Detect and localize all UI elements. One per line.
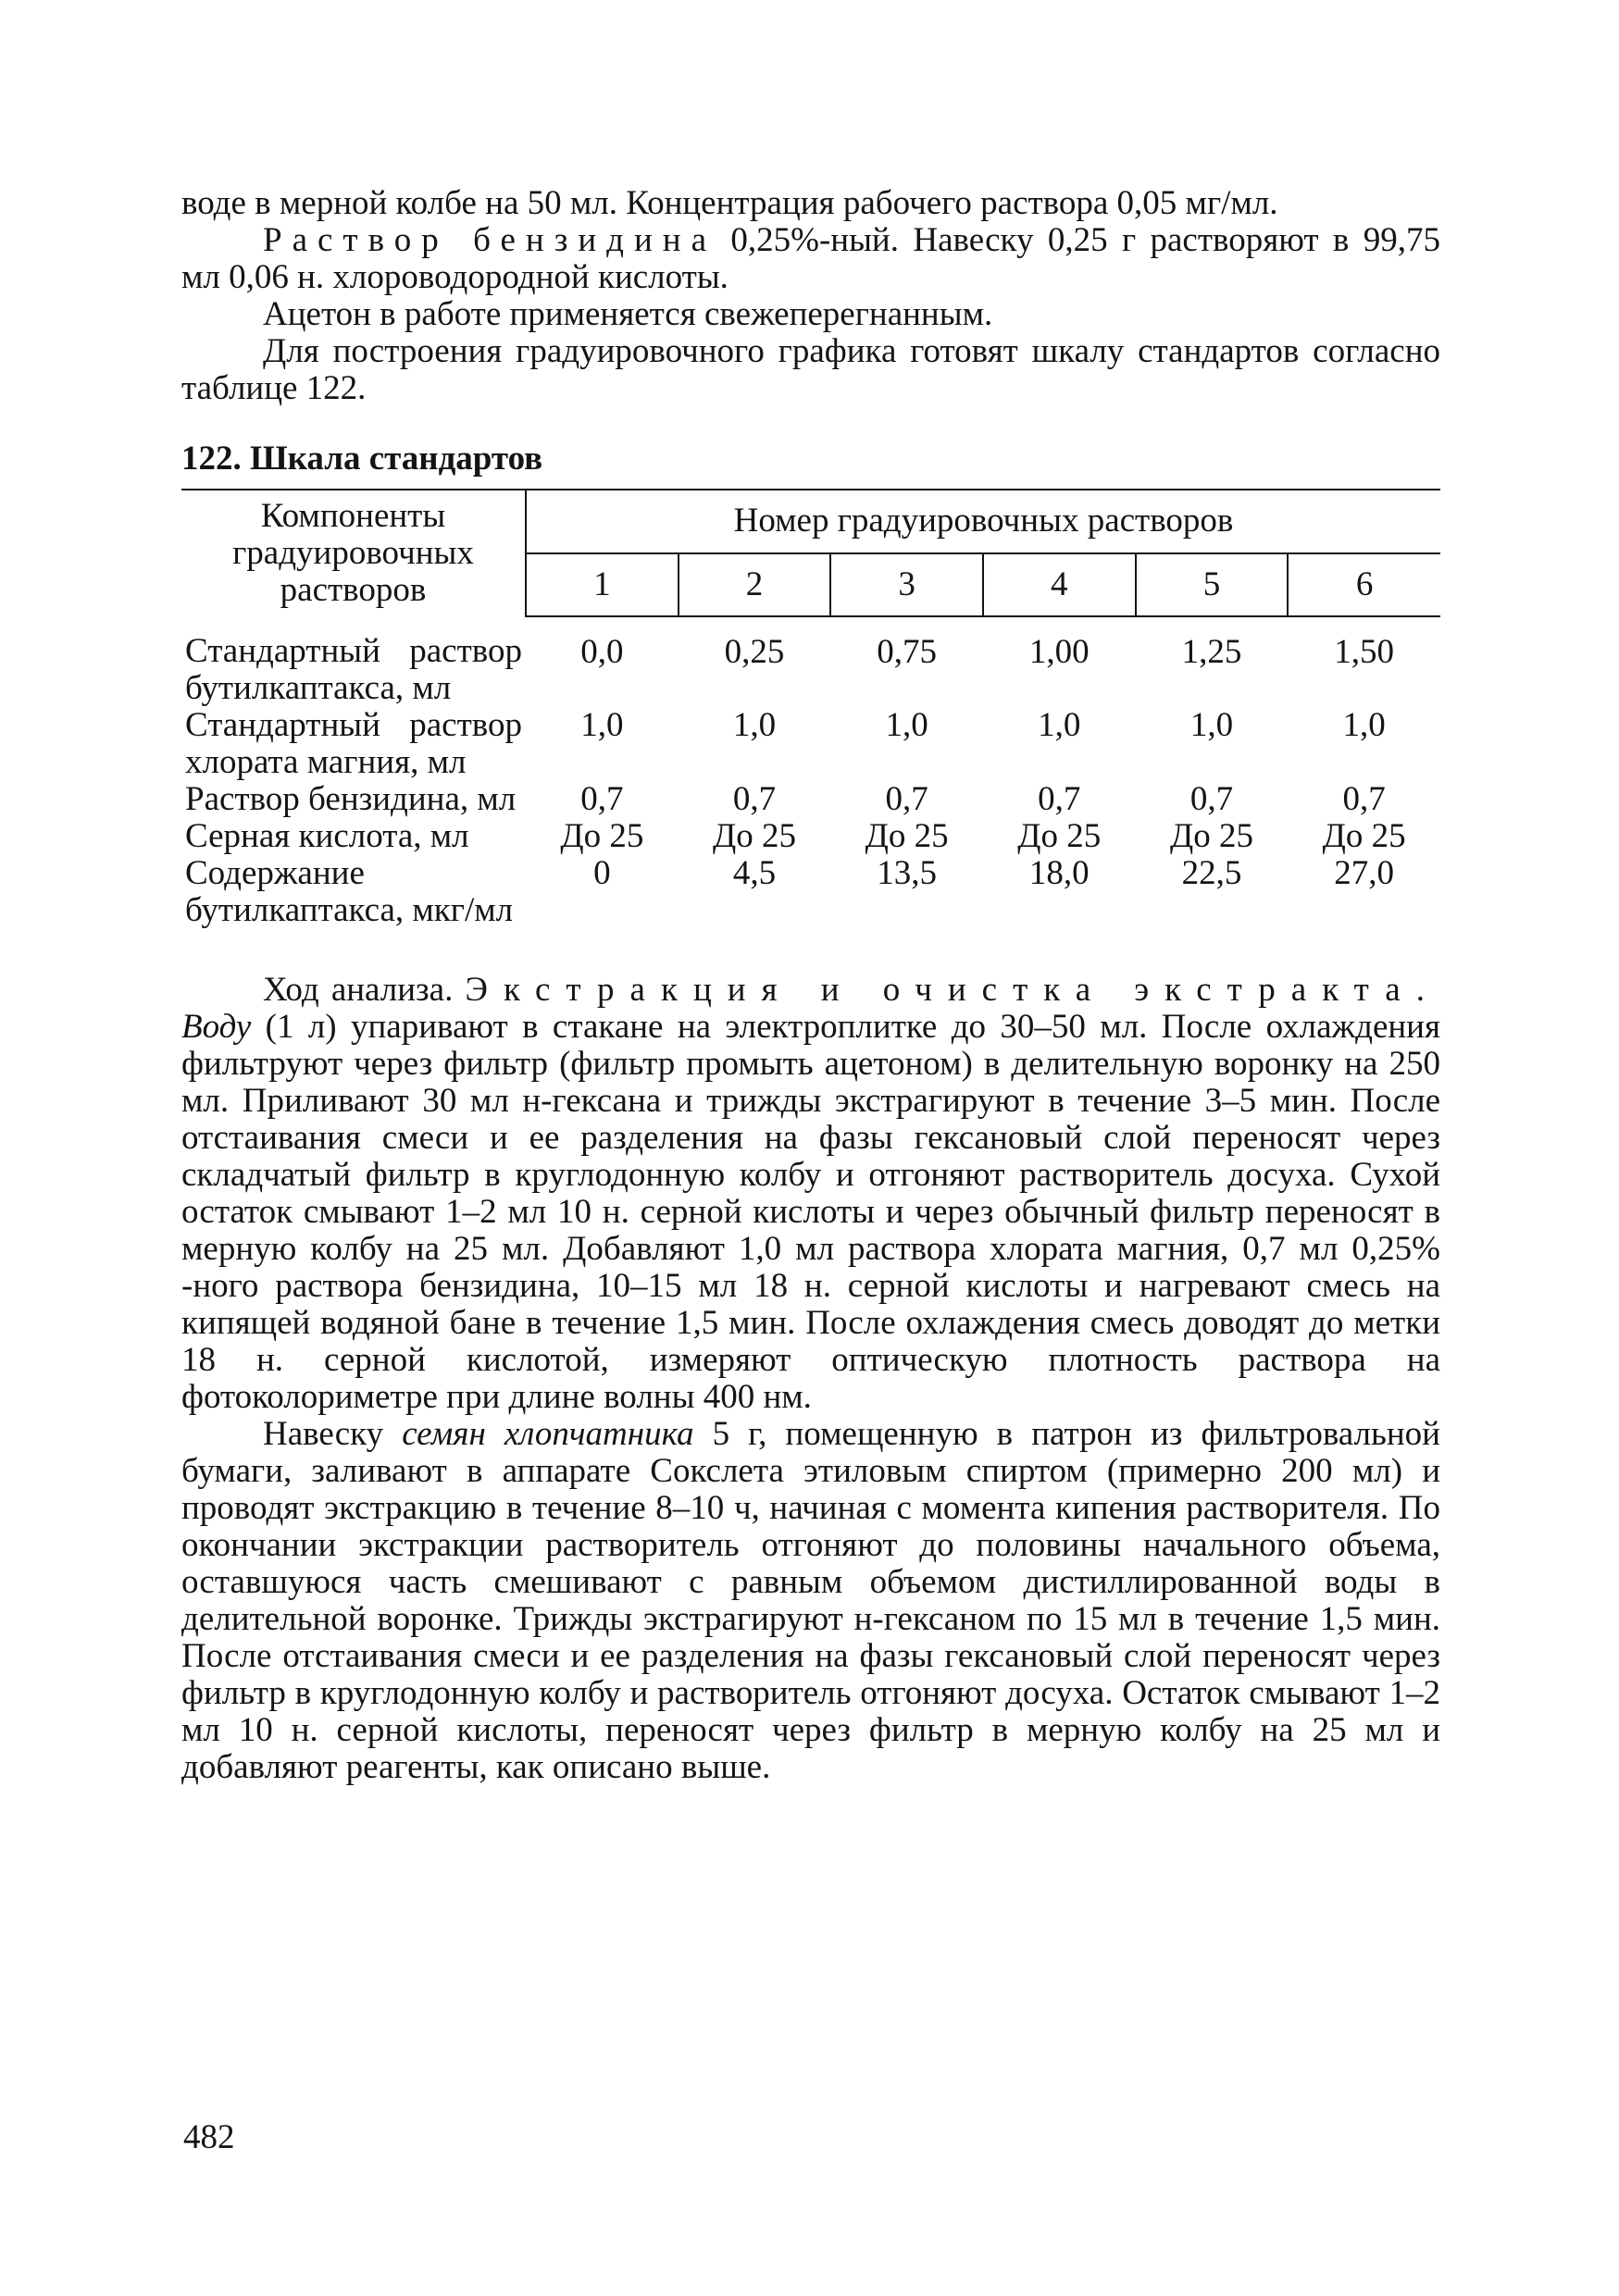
water-term: Воду	[181, 1008, 252, 1046]
header-solution-numbers: Номер градуировочных растворов	[526, 490, 1440, 553]
table-cell: До 25	[1322, 817, 1406, 855]
column-number: 1	[526, 553, 679, 617]
table-cell: До 25	[560, 817, 644, 855]
table-cell: До 25	[1017, 817, 1102, 855]
row-label: Стандартный раствор бутилкаптакса, мл	[185, 632, 522, 707]
row-label: Раствор бензидина, мл	[185, 780, 517, 818]
table-row	[181, 855, 1440, 937]
table-cell: 0,7	[1038, 780, 1081, 818]
extraction-heading: Экстракция и очистка экстракта.	[465, 971, 1440, 1009]
table-cell: 0,75	[877, 633, 938, 671]
row-label: Содержание бутилкаптакса, мкг/мл	[185, 854, 514, 929]
table-row	[181, 616, 1440, 707]
table-cell: 22,5	[1181, 854, 1242, 892]
intro-paragraph-2	[181, 222, 1440, 296]
table-cell: 0,0	[580, 633, 624, 671]
table-cell: До 25	[1169, 817, 1253, 855]
table-cell: 27,0	[1334, 854, 1395, 892]
intro-paragraph-3: Ацетон в работе применяется свежеперегнанным.	[263, 295, 993, 333]
table-cell: 1,0	[1038, 706, 1081, 744]
table-cell: 1,0	[580, 706, 624, 744]
row-label: Серная кислота, мл	[185, 817, 469, 855]
table-cell: 1,0	[1342, 706, 1386, 744]
table-cell: 1,0	[1189, 706, 1234, 744]
analysis-paragraph-2	[181, 1416, 1440, 1786]
analysis-heading: Ход анализа.	[263, 971, 466, 1009]
table-cell: 1,00	[1028, 633, 1090, 671]
column-number: 4	[983, 553, 1136, 617]
header-components: Компоненты градуировочных растворов	[181, 490, 526, 616]
table-cell: 18,0	[1028, 854, 1090, 892]
page-content	[181, 185, 1440, 1786]
water-procedure-text: (1 л) упаривают в стакане на электроплитке до 30–50 мл. После охлаждения фильтруют через фильтр (фильтр промыть ацетоном) в делительную воронку на 250 мл. Приливают 30 мл н-гексана и трижды экстрагируют в течение 3–5 мин. После отстаивания смеси и ее разделения на фазы гексановый слой переносят через складчатый фильтр в круглодонную колбу и отгоняют растворитель досуха. Сухой остаток смывают 1–2 мл 10 н. серной кислоты и через обычный фильтр переносят в мерную колбу на 25 мл. Добавляют 1,0 мл раствора хлората магния, 0,7 мл 0,25% -ного раствора бензидина, 10–15 мл 18 н. серной кислоты и нагревают смесь на кипящей водяной бане в течение 1,5 мин. После охлаждения смесь доводят до метки 18 н. серной кислотой, измеряют оптическую плотность раствора на фотоколориметре при длине волны 400 нм.	[181, 1008, 1440, 1416]
seeds-procedure-text: 5 г, помещенную в патрон из фильтровальной бумаги, заливают в аппарате Сокслета этиловым спиртом (примерно 200 мл) и проводят экстракцию в течение 8–10 ч, начиная с момента кипения растворителя. По окончании экстракции растворитель отгоняют до половины начального объема, оставшуюся часть смешивают с равным объемом дистиллированной воды в делительной воронке. Трижды экстрагируют н-гексаном по 15 мл в течение 1,5 мин. После отстаивания смеси и ее разделения на фазы гексановый слой переносят через фильтр в круглодонную колбу и растворитель отгоняют досуха. Остаток смывают 1–2 мл 10 н. серной кислоты, переносят через фильтр в мерную колбу на 25 мл и добавляют реагенты, как описано выше.	[181, 1415, 1440, 1786]
table-cell: До 25	[712, 817, 796, 855]
benzidine-solution-term: Раствор бензидина	[263, 221, 717, 259]
column-number: 6	[1288, 553, 1440, 617]
page-number: 482	[183, 2118, 235, 2156]
benzidine-solution-text: 0,25%-ный. Навеску 0,25 г растворяют в 99,75 мл 0,06 н. хлороводородной кислоты.	[181, 221, 1441, 296]
table-row	[181, 707, 1440, 781]
analysis-paragraph-1	[181, 972, 1440, 1416]
table-cell: 0,25	[724, 633, 785, 671]
table-caption: 122. Шкала стандартов	[181, 440, 543, 478]
row-label: Стандартный раствор хлората магния, мл	[185, 706, 522, 781]
seeds-intro: Навеску	[263, 1415, 403, 1453]
table-cell: 1,0	[732, 706, 777, 744]
table-cell: 0,7	[580, 780, 624, 818]
table-header-row	[181, 490, 1440, 553]
table-cell: 0,7	[732, 780, 777, 818]
intro-paragraph-1: воде в мерной колбе на 50 мл. Концентрация рабочего раствора 0,05 мг/мл.	[181, 184, 1278, 222]
column-number: 5	[1136, 553, 1289, 617]
table-row	[181, 781, 1440, 818]
table-row	[181, 818, 1440, 855]
table-cell: 1,0	[885, 706, 928, 744]
table-cell: 0,7	[1189, 780, 1234, 818]
column-number: 3	[830, 553, 983, 617]
table-cell: 1,50	[1334, 633, 1395, 671]
table-cell: 0,7	[1342, 780, 1386, 818]
table-cell: До 25	[865, 817, 949, 855]
table-cell: 0	[593, 854, 611, 892]
table-cell: 1,25	[1181, 633, 1242, 671]
intro-paragraph-4: Для построения градуировочного графика готовят шкалу стандартов согласно таблице 122.	[181, 332, 1440, 407]
cotton-seeds-term: семян хлопчатника	[402, 1415, 694, 1453]
standards-table	[181, 489, 1440, 937]
table-cell: 13,5	[877, 854, 938, 892]
table-cell: 0,7	[885, 780, 928, 818]
column-number: 2	[679, 553, 831, 617]
table-cell: 4,5	[732, 854, 777, 892]
